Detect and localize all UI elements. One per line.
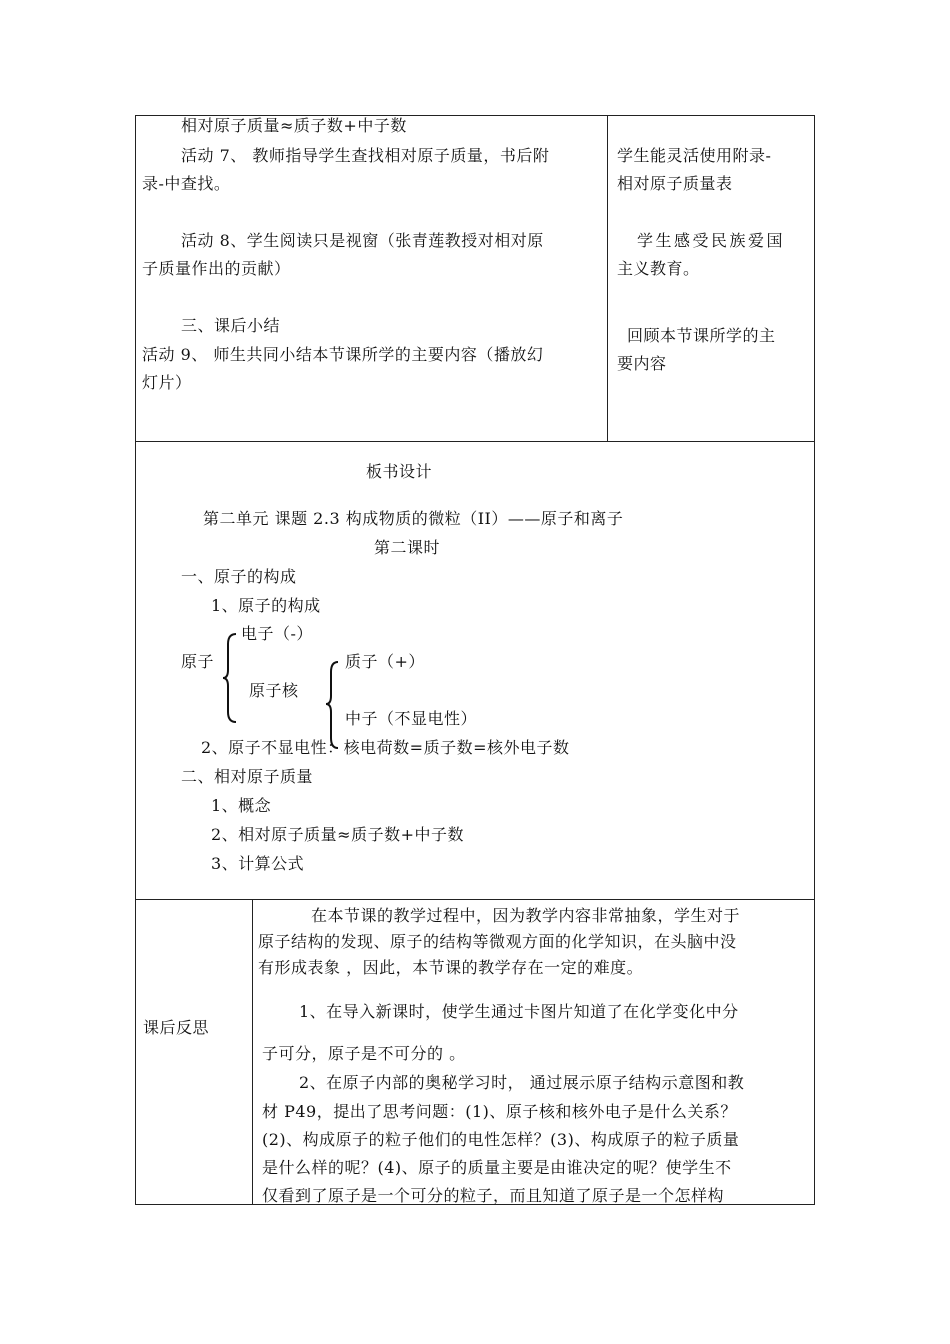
student-activity-2-line2: 主义教育。 [617,259,700,278]
row-divider-reflection [135,899,815,900]
reflection-p1-line2: 原子结构的发现、原子的结构等微观方面的化学知识，在头脑中没 [258,932,737,951]
neutron-label: 中子（不显电性） [345,709,478,728]
student-activity-1-line1: 学生能灵活使用附录- [617,146,772,165]
reflection-p3-line1: 2、在原子内部的奥秘学习时， 通过展示原子结构示意图和教 [299,1073,745,1092]
reflection-column-divider [252,899,253,1205]
section-2-item-3: 3、计算公式 [211,854,305,873]
student-activity-2-line1: 学生感受民族爱国 [637,231,786,250]
top-column-divider [607,115,608,441]
relative-mass-formula: 相对原子质量≈质子数+中子数 [181,116,407,135]
reflection-p3-line2: 材 P49，提出了思考问题：(1)、原子核和核外电子是什么关系？ [262,1102,737,1121]
student-activity-3-line1: 回顾本节课所学的主 [627,326,776,345]
section-2-heading: 二、相对原子质量 [181,767,314,786]
reflection-p3-line4: 是什么样的呢？(4)、原子的质量主要是由谁决定的呢？使学生不 [262,1158,732,1177]
reflection-p2-line1: 1、在导入新课时，使学生通过卡图片知道了在化学变化中分 [299,1002,739,1021]
proton-label: 质子（+） [345,652,425,671]
board-design-title: 板书设计 [366,462,433,481]
summary-heading: 三、课后小结 [181,316,281,335]
activity-9-line2: 灯片） [142,373,192,392]
activity-9-line1: 活动 9、 师生共同小结本节课所学的主要内容（播放幻 [142,345,544,364]
unit-title: 第二单元 课题 2.3 构成物质的微粒（II）——原子和离子 [203,509,624,528]
reflection-p1-line3: 有形成表象 ，因此，本节课的教学存在一定的难度。 [258,958,644,977]
reflection-p3-line5: 仅看到了原子是一个可分的粒子，而且知道了原子是一个怎样构 [262,1186,725,1205]
activity-8-line2: 子质量作出的贡献） [142,259,291,278]
lesson-number: 第二课时 [374,538,441,557]
reflection-p3-line3: (2)、构成原子的粒子他们的电性怎样？(3)、构成原子的粒子质量 [262,1130,740,1149]
reflection-p2-line2: 子可分，原子是不可分的 。 [262,1044,466,1063]
nucleus-label: 原子核 [249,681,299,700]
section-1-item-2: 2、原子不显电性：核电荷数=质子数=核外电子数 [201,738,570,757]
activity-7-line2: 录-中查找。 [142,174,231,193]
section-1-heading: 一、原子的构成 [181,567,297,586]
nucleus-brace [324,660,344,750]
section-1-item-1: 1、原子的构成 [211,596,321,615]
section-2-item-1: 1、概念 [211,796,272,815]
activity-8-line1: 活动 8、学生阅读只是视窗（张青莲教授对相对原 [181,231,544,250]
section-2-item-2: 2、相对原子质量≈质子数+中子数 [211,825,464,844]
student-activity-1-line2: 相对原子质量表 [617,174,733,193]
electron-label: 电子（-） [241,624,313,643]
student-activity-3-line2: 要内容 [617,354,667,373]
activity-7-line1: 活动 7、 教师指导学生查找相对原子质量，书后附 [181,146,550,165]
reflection-p1-line1: 在本节课的教学过程中，因为教学内容非常抽象，学生对于 [311,906,741,925]
row-divider-board [135,441,815,442]
atom-label: 原子 [181,652,215,671]
atom-brace [222,632,242,724]
reflection-label: 课后反思 [143,1018,210,1037]
